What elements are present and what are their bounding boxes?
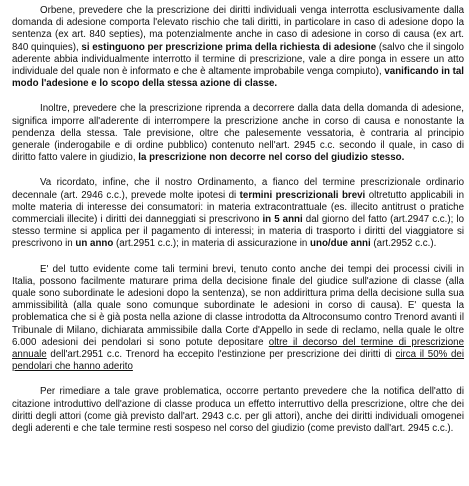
paragraph-2 xyxy=(12,103,464,164)
bold-text-segment: in 5 anni xyxy=(262,214,303,226)
text-segment: E' del tutto evidente come tali termini brevi, tenuto conto anche dei tempi dei processi civili in Italia, possono facilmente maturare prima della decisione finale del giudice sull'azione di classe (alla quale sono subordinate le adesioni dopo la sentenza), se non addirittura prima della decisione sulla sua ammissibilità (alla quale sono comunque subordinate le adesioni in corso di causa). E' questa la problematica che si è già posta nella azione di classe introdotta da Altroconsumo contro Trenord avanti il Tribunale di Milano, dichiarata ammissibile dalla Corte d'Appello in sede di reclamo, nella quale le oltre 6.000 adesioni dei pendolari si sono potute depositare xyxy=(12,263,464,348)
bold-text-segment: la prescrizione non decorre nel corso del giudizio stesso. xyxy=(138,152,405,164)
bold-text-segment: vanificando in tal modo l'adesione e lo scopo della stessa azione di classe. xyxy=(12,66,464,90)
paragraph-3 xyxy=(12,177,464,250)
text-segment: Per rimediare a tale grave problematica, occorre pertanto prevedere che la notifica dell'atto di citazione introduttivo dell'azione di classe produca un effetto interruttivo della prescrizione, oltre che dei diritti degli attori (come già previsto dall'art. 2943 c.c. per gli attori), anche dei diritti individuali omogenei degli aderenti e che tale termine resti sospeso nel corso del giudizio (come previsto dall'art. 2945 c.c.). xyxy=(12,386,464,435)
bold-text-segment: uno/due anni xyxy=(310,238,371,250)
bold-text-segment: un anno xyxy=(75,238,114,250)
bold-text-segment: si estinguono per prescrizione prima della richiesta di adesione xyxy=(81,41,377,53)
bold-text-segment: termini prescrizionali brevi xyxy=(239,189,366,201)
text-segment: oltretutto applicabili in molte materia di interesse dei consumatori: in materia extracontrattuale (es. illecito antitrust o pratiche commerciali illecite) i diritti dei danneggiati si prescrivono xyxy=(12,189,464,226)
text-segment: (art.2952 c.c.). xyxy=(370,238,437,250)
text-segment: (art.2951 c.c.); in materia di assicurazione in xyxy=(113,238,311,250)
text-segment: dal giorno del fatto (art.2947 c.c.); lo stesso termine si applica per il pagamento di interessi; in materia di trasporto i diritti del viaggiatore si prescrivono in xyxy=(12,214,464,250)
underlined-text-segment: oltre il decorso del termine di prescrizione annuale xyxy=(12,336,464,361)
paragraph-4 xyxy=(12,264,464,374)
paragraph-5 xyxy=(12,386,464,435)
text-segment: Va ricordato, infine, che il nostro Ordinamento, a fianco del termine prescrizionale ordinario decennale (art. 2946 c.c.), prevede molte ipotesi di xyxy=(12,177,464,201)
underlined-text-segment: circa il 50% dei pendolari che hanno aderito xyxy=(12,349,464,373)
text-segment: (salvo che il singolo aderente abbia individualmente interrotto il termine di prescrizione, vale a dire ponga in essere un atto individuale del quale non è informato e che è altamente improbabile venga compiuto), xyxy=(12,41,464,78)
text-segment: Inoltre, prevedere che la prescrizione riprenda a decorrere dalla data della domanda di adesione, significa imporre all'aderente di interrompere la prescrizione anche in corso di causa e nonostante la pendenza della stessa. Tale previsione, oltre che palesemente vessatoria, è contraria al principio generale (inderogabile e di ordine pubblico) contenuto nell'art. 2945 c.c. secondo il quale, in caso di diritto fatto valere in giudizio, xyxy=(12,103,464,164)
text-segment: Orbene, prevedere che la prescrizione dei diritti individuali venga interrotta esclusivamente dalla domanda di adesione comporta l'elevato rischio che tali diritti, in particolare in caso di adesione dopo la sentenza (ex art. 840 septies), ma potenzialmente anche in caso di adesione in corso di causa (ex art. 840 quinquies), xyxy=(12,5,464,53)
paragraph-1 xyxy=(12,5,464,90)
text-segment: dell'art.2951 c.c. Trenord ha eccepito l'estinzione per prescrizione dei diritti di xyxy=(46,349,396,361)
